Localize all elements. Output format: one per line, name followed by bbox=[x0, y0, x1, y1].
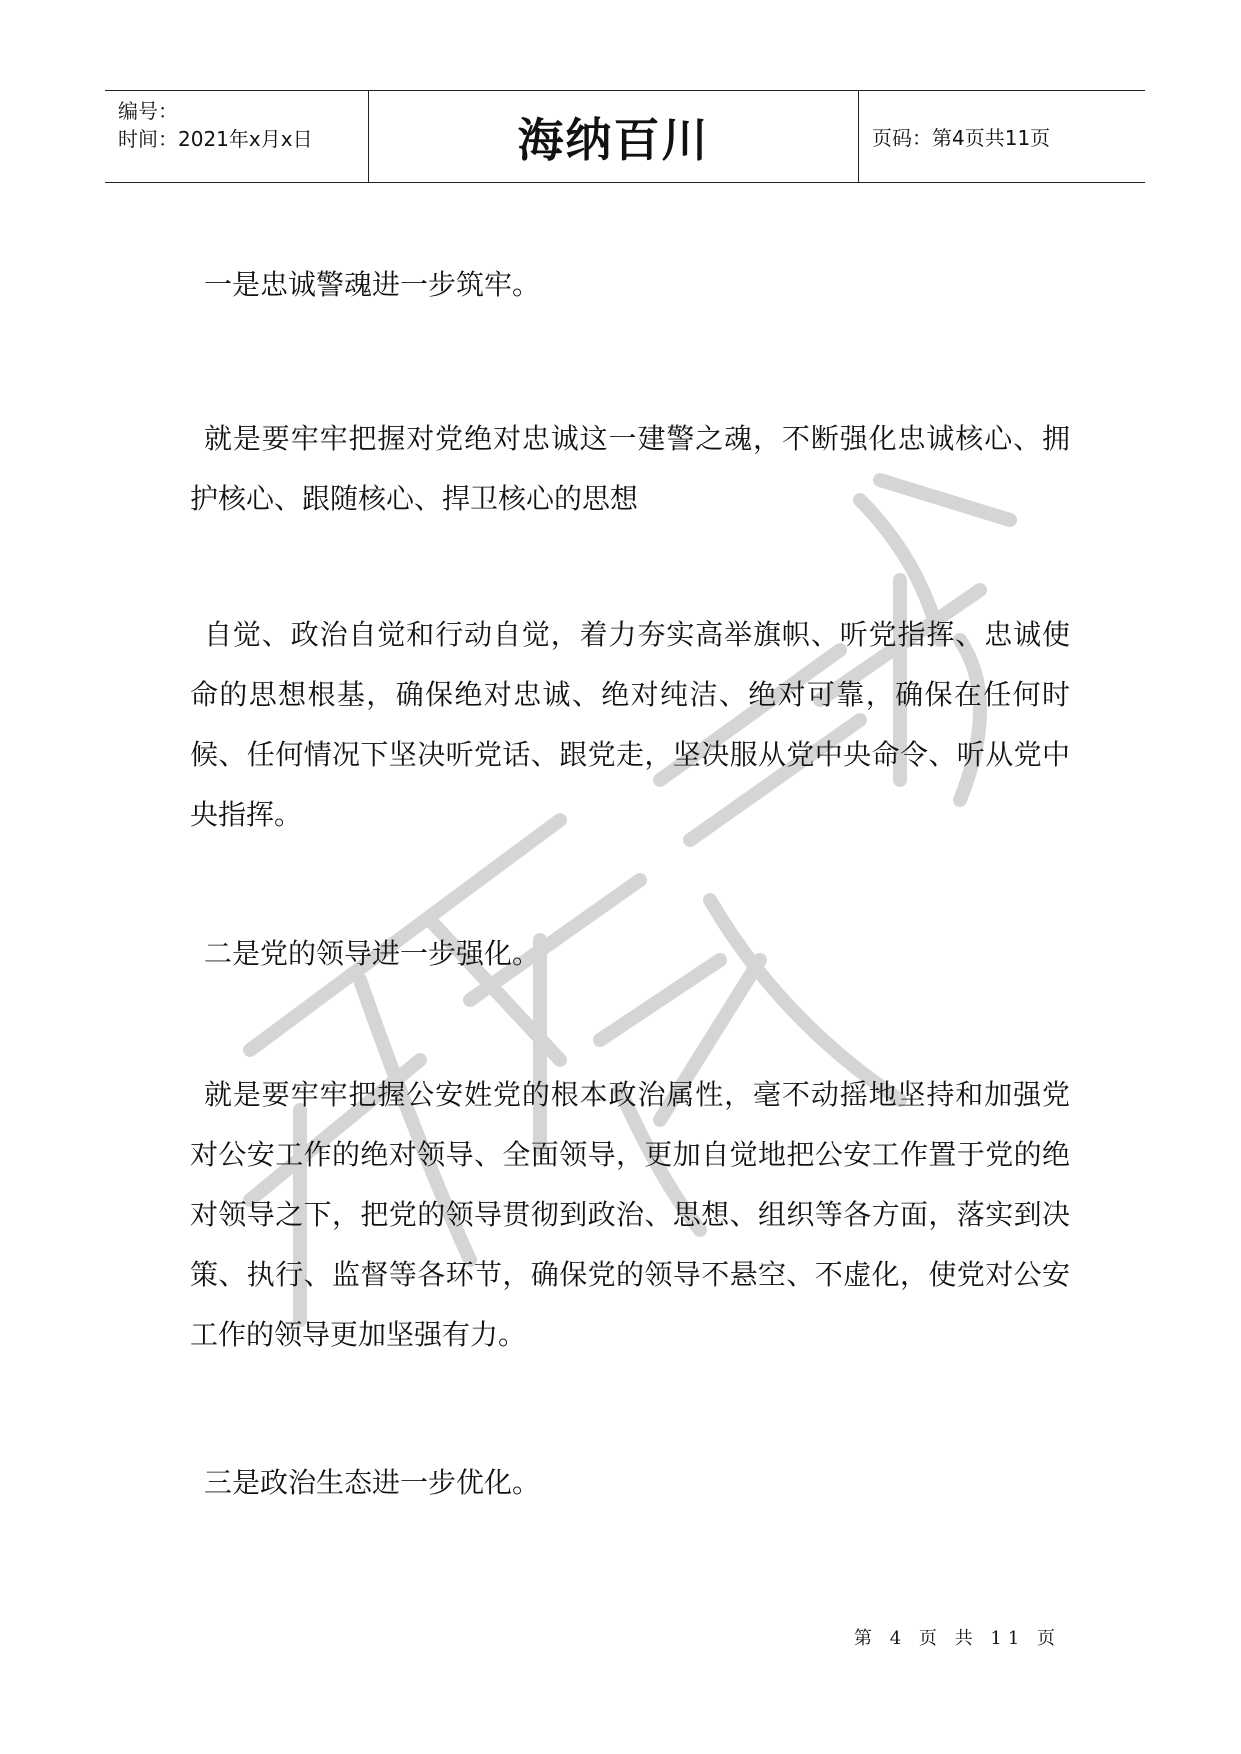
document-time-label: 时间：2021年x月x日 bbox=[118, 127, 313, 151]
paragraph-4: 二是党的领导进一步强化。 bbox=[204, 937, 541, 970]
paragraph-1: 一是忠诚警魂进一步筑牢。 bbox=[204, 268, 541, 301]
company-name: 海纳百川 bbox=[369, 91, 859, 182]
document-number-label: 编号： bbox=[118, 99, 178, 123]
paragraph-5: 就是要牢牢把握公安姓党的根本政治属性，毫不动摇地坚持和加强党对公安工作的绝对领导、全面领导，更加自觉地把公安工作置于党的绝对领导之下，把党的领导贯彻到政治、思想、组织等各方面，落实到决策、执行、监督等各环节，确保党的领导不悬空、不虚化，使党对公安工作的领导更加坚强有力。 bbox=[190, 1078, 1070, 1351]
header-page-label: 页码：第4页共11页 bbox=[872, 126, 1051, 150]
page-footer: 第 4 页 共 11 页 bbox=[854, 1628, 1061, 1649]
header-meta-cell bbox=[105, 91, 369, 182]
paragraph-3: 自觉、政治自觉和行动自觉，着力夯实高举旗帜、听党指挥、忠诚使命的思想根基，确保绝对忠诚、绝对纯洁、绝对可靠，确保在任何时候、任何情况下坚决听党话、跟党走，坚决服从党中央命令、听从党中央指挥。 bbox=[190, 618, 1070, 831]
document-header bbox=[105, 90, 1145, 183]
paragraph-2: 就是要牢牢把握对党绝对忠诚这一建警之魂，不断强化忠诚核心、拥护核心、跟随核心、捍卫核心的思想 bbox=[190, 422, 1070, 515]
paragraph-6: 三是政治生态进一步优化。 bbox=[204, 1466, 541, 1499]
